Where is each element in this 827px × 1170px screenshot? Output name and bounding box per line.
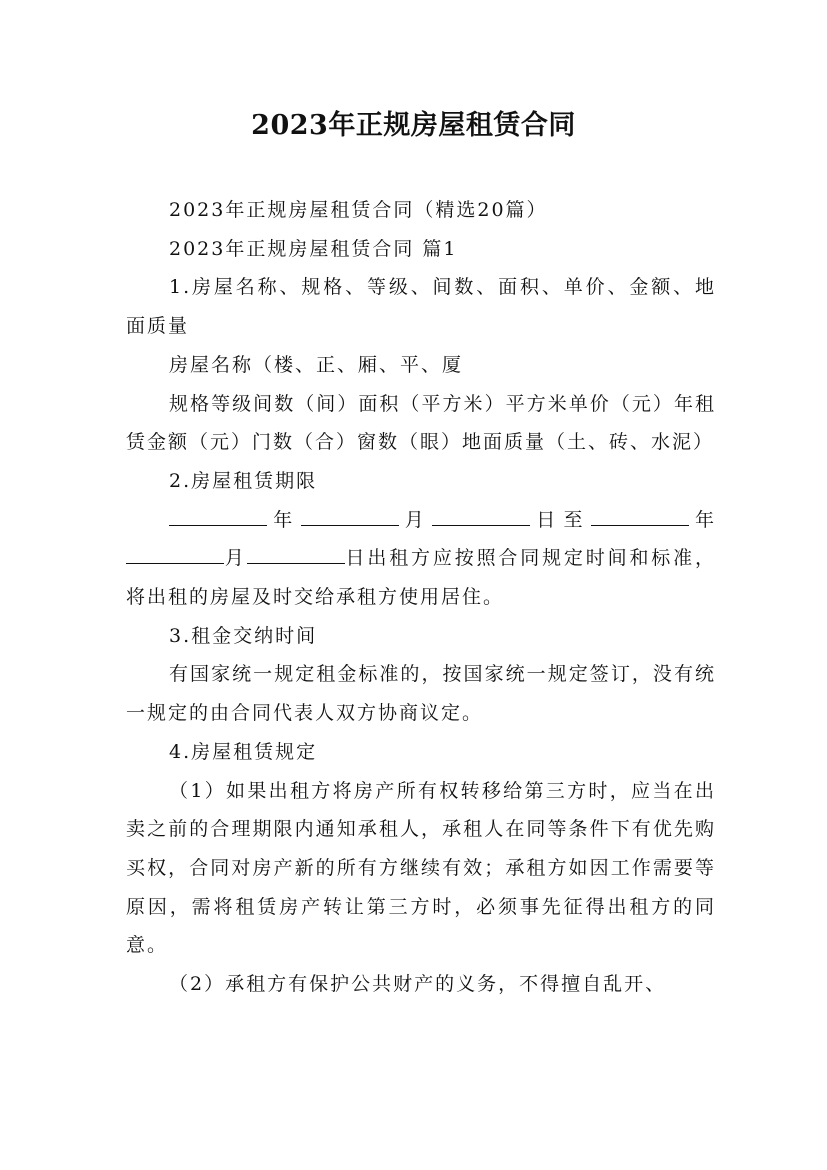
section1-specs: 规格等级间数（间）面积（平方米）平方米单价（元）年租赁金额（元）门数（合）窗数（眼）地面质量（土、砖、水泥） <box>126 392 716 454</box>
document-title: 2023年正规房屋租赁合同 <box>251 110 576 141</box>
start-month-blank <box>301 501 399 526</box>
lease-period-tail: 日出租方应按照合同规定时间和标准，将出租的房屋及时交给承租方使用居住。 <box>126 547 716 609</box>
end-month-blank <box>126 539 224 564</box>
day-to-label: 日至 <box>530 508 591 531</box>
section2-lease-period <box>126 501 716 617</box>
year-label: 年 <box>267 508 301 531</box>
month-label-2: 月 <box>224 547 247 570</box>
document-body <box>126 191 716 1004</box>
section2-heading: 2.房屋租赁期限 <box>169 469 318 492</box>
end-day-blank <box>247 539 345 564</box>
section4-item1: （1）如果出租方将房产所有权转移给第三方时，应当在出卖之前的合理期限内通知承租人，承租人在同等条件下有优先购买权，合同对房产新的所有方继续有效；承租方如因工作需要等原因，需将租赁房产转让第三方时，必须事先征得出租方的同意。 <box>126 779 716 957</box>
section4-heading: 4.房屋租赁规定 <box>169 740 318 763</box>
document-subtitle: 2023年正规房屋租赁合同（精选20篇） <box>169 199 548 221</box>
section3-heading: 3.租金交纳时间 <box>169 624 318 647</box>
end-year-blank <box>591 501 689 526</box>
section4-item2: （2）承租方有保护公共财产的义务，不得擅自乱开、 <box>169 973 667 996</box>
article-heading: 2023年正规房屋租赁合同 篇1 <box>169 237 458 260</box>
section3-text: 有国家统一规定租金标准的，按国家统一规定签订，没有统一规定的由合同代表人双方协商议定。 <box>126 663 716 725</box>
year-label-2: 年 <box>688 508 716 531</box>
start-day-blank <box>432 501 530 526</box>
section1-heading: 1.房屋名称、规格、等级、间数、面积、单价、金额、地面质量 <box>126 276 716 338</box>
start-year-blank <box>169 501 267 526</box>
section1-house-name: 房屋名称（楼、正、厢、平、厦 <box>169 353 464 376</box>
month-label: 月 <box>398 508 432 531</box>
